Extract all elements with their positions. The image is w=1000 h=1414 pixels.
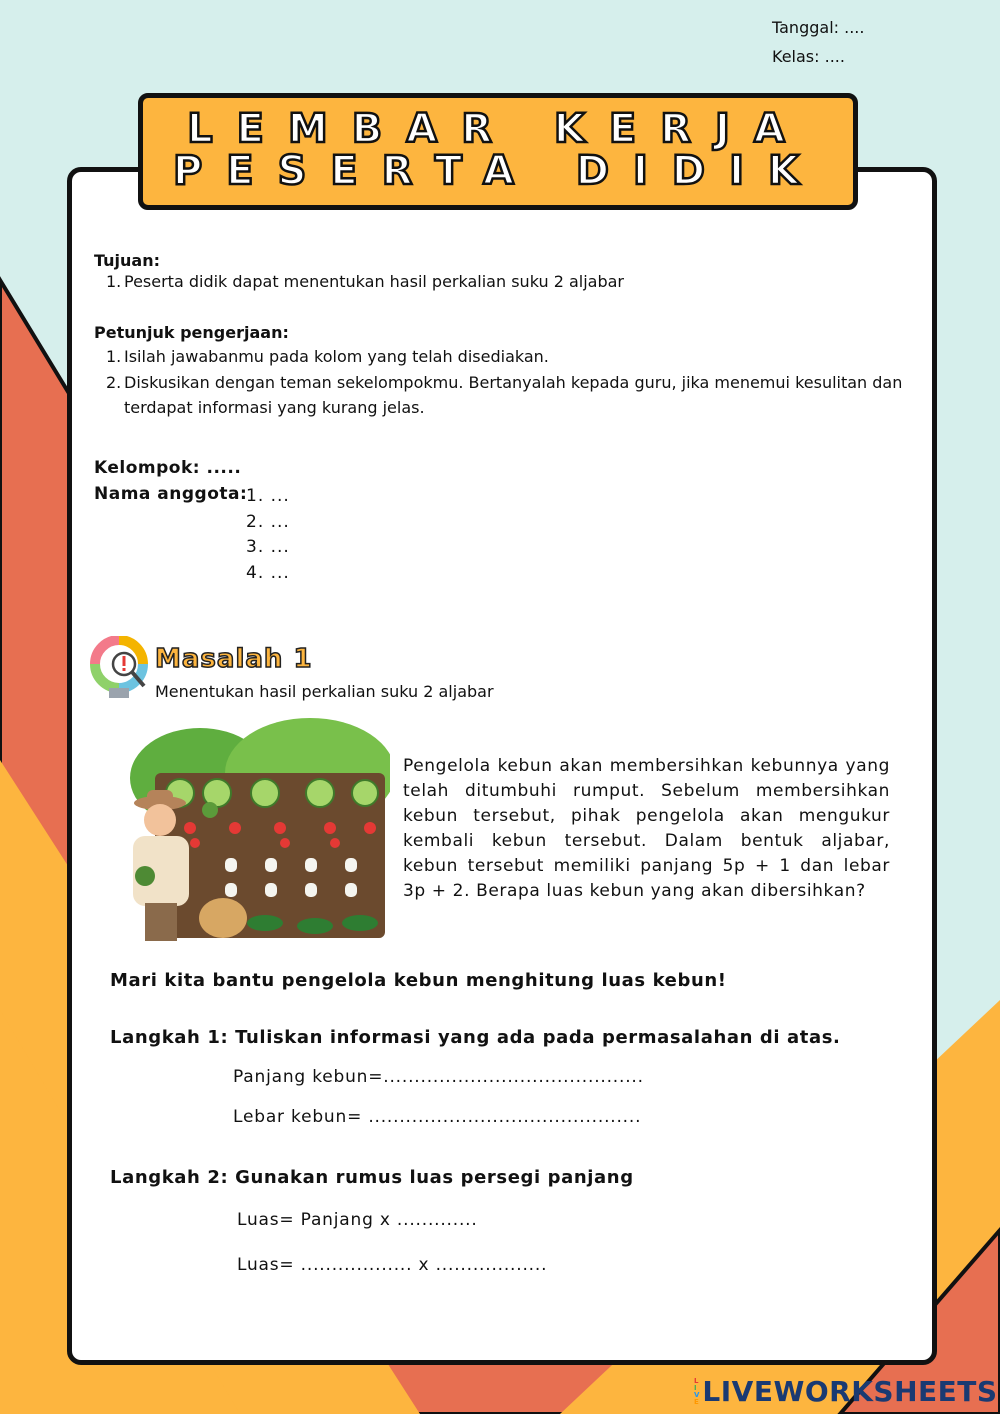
petunjuk-item-2-cont: terdapat informasi yang kurang jelas.: [124, 398, 425, 417]
member-2: 2. ...: [246, 511, 290, 532]
petunjuk-item-2: 2. Diskusikan dengan teman sekelompokmu. Bertanyalah kepada guru, jika menemui kesulitan dan: [106, 373, 903, 392]
logo-letter-1: L: [694, 1376, 699, 1385]
farmer-garden-illustration: [115, 718, 390, 943]
title-banner: [138, 93, 858, 210]
tujuan-item: 1. Peserta didik dapat menentukan hasil perkalian suku 2 aljabar: [106, 272, 624, 291]
tujuan-item-text: Peserta didik dapat menentukan hasil perkalian suku 2 aljabar: [124, 272, 624, 291]
kelompok-field: Kelompok: .....: [94, 458, 242, 478]
lightbulb-search-icon: [90, 636, 148, 706]
tujuan-heading: Tujuan:: [94, 251, 161, 270]
class-field: Kelas: ....: [772, 47, 845, 66]
logo-letter-2: I: [694, 1383, 697, 1392]
petunjuk-item-1-text: Isilah jawabanmu pada kolom yang telah disediakan.: [124, 347, 549, 366]
petunjuk-item-1: 1. Isilah jawabanmu pada kolom yang telah disediakan.: [106, 347, 549, 366]
title-line-2: PESERTA DIDIK: [172, 148, 823, 194]
panjang-field[interactable]: Panjang kebun=..........................................: [233, 1067, 644, 1087]
logo-letter-4: E: [694, 1397, 699, 1406]
step-2-heading: Langkah 2: Gunakan rumus luas persegi panjang: [110, 1167, 634, 1188]
petunjuk-heading: Petunjuk pengerjaan:: [94, 323, 289, 342]
member-4: 4. ...: [246, 562, 290, 583]
logo-text: LIVEWORKSHEETS: [702, 1375, 998, 1408]
logo-letter-3: V: [694, 1390, 700, 1399]
date-field: Tanggal: ....: [772, 18, 865, 37]
masalah-title: Masalah 1: [155, 644, 313, 674]
problem-story: Pengelola kebun akan membersihkan kebunnya yang telah ditumbuhi rumput. Sebelum membersihkan kebun tersebut, pihak pengelola akan mengukur kembali kebun tersebut. Dalam bentuk aljabar, kebun tersebut memiliki panjang 5p + 1 dan lebar 3p + 2. Berapa luas kebun yang akan dibersihkan?: [403, 756, 890, 901]
member-1: 1. ...: [246, 486, 290, 506]
logo-mark-icon: [694, 1378, 699, 1406]
nama-anggota-label: Nama anggota:: [94, 484, 248, 504]
luas-formula-field[interactable]: Luas= Panjang x .............: [237, 1210, 478, 1230]
step-1-heading: Langkah 1: Tuliskan informasi yang ada pada permasalahan di atas.: [110, 1027, 841, 1048]
masalah-subtitle: Menentukan hasil perkalian suku 2 aljabar: [155, 682, 494, 701]
liveworksheets-logo: [694, 1375, 998, 1408]
member-list: [246, 484, 290, 586]
steps-intro: Mari kita bantu pengelola kebun menghitung luas kebun!: [110, 970, 727, 991]
lebar-field[interactable]: Lebar kebun= ............................................: [233, 1107, 642, 1127]
luas-calc-field[interactable]: Luas= .................. x ..................: [237, 1255, 548, 1275]
petunjuk-item-2-text: Diskusikan dengan teman sekelompokmu. Bertanyalah kepada guru, jika menemui kesulitan dan: [124, 373, 903, 392]
title-line-1: LEMBAR KERJA: [187, 106, 809, 152]
member-3: 3. ...: [246, 537, 290, 557]
